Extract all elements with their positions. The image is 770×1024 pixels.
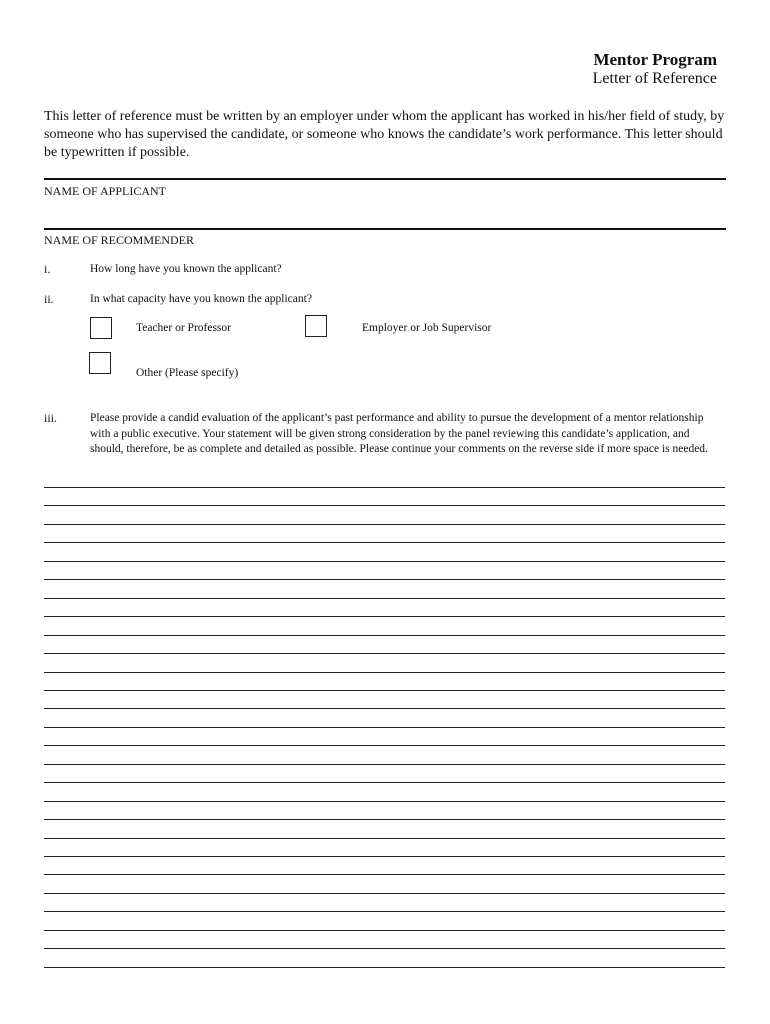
comment-line[interactable]: [44, 930, 725, 931]
question-evaluation: Please provide a candid evaluation of the applicant’s past performance and ability to pursue the development of a mentor relationship with a public executive. Your statement will be given strong consideration by the panel reviewing this candidate’s application, and should, therefore, be as complete and detailed as possible. Please continue your comments on the reverse side if more space is needed.: [90, 412, 708, 455]
comment-line[interactable]: [44, 967, 725, 968]
comment-line[interactable]: [44, 672, 725, 673]
question-number: ii.: [44, 292, 54, 306]
comment-line[interactable]: [44, 542, 725, 543]
applicant-name-field[interactable]: [44, 228, 726, 230]
comment-line[interactable]: [44, 911, 725, 912]
comment-line[interactable]: [44, 579, 725, 580]
comment-line[interactable]: [44, 764, 725, 765]
divider: [44, 178, 726, 180]
comment-line[interactable]: [44, 874, 725, 875]
comment-line[interactable]: [44, 598, 725, 599]
question-how-long: How long have you known the applicant?: [90, 263, 282, 275]
comment-line[interactable]: [44, 948, 725, 949]
recommender-name-label: NAME OF RECOMMENDER: [44, 233, 195, 247]
comment-line[interactable]: [44, 561, 725, 562]
comment-line[interactable]: [44, 524, 725, 525]
comment-line[interactable]: [44, 690, 725, 691]
question-number: iii.: [44, 411, 58, 425]
teacher-option-label: Teacher or Professor: [136, 322, 231, 334]
comment-line[interactable]: [44, 616, 725, 617]
comment-line[interactable]: [44, 782, 725, 783]
comment-line[interactable]: [44, 635, 725, 636]
comment-line[interactable]: [44, 653, 725, 654]
teacher-checkbox[interactable]: [90, 317, 112, 339]
employer-option-label: Employer or Job Supervisor: [362, 322, 492, 334]
comment-line[interactable]: [44, 708, 725, 709]
comment-line[interactable]: [44, 801, 725, 802]
comment-line[interactable]: [44, 819, 725, 820]
employer-checkbox[interactable]: [305, 315, 327, 337]
form-subtitle: Letter of Reference: [592, 70, 717, 87]
comment-line[interactable]: [44, 893, 725, 894]
other-option-label: Other (Please specify): [136, 367, 239, 379]
question-capacity: In what capacity have you known the applicant?: [90, 293, 312, 305]
comment-line[interactable]: [44, 487, 725, 488]
comment-line[interactable]: [44, 727, 725, 728]
other-checkbox[interactable]: [89, 352, 111, 374]
intro-paragraph: This letter of reference must be written by an employer under whom the applicant has worked in his/her field of study, by someone who has supervised the candidate, or someone who knows the candidate’s work performance. This letter should be typewritten if possible.: [44, 109, 725, 160]
form-title: Mentor Program: [593, 50, 717, 69]
comment-line[interactable]: [44, 505, 725, 506]
comment-line[interactable]: [44, 856, 725, 857]
question-number: i.: [44, 262, 51, 276]
comment-line[interactable]: [44, 745, 725, 746]
comment-line[interactable]: [44, 838, 725, 839]
applicant-name-label: NAME OF APPLICANT: [44, 184, 167, 198]
